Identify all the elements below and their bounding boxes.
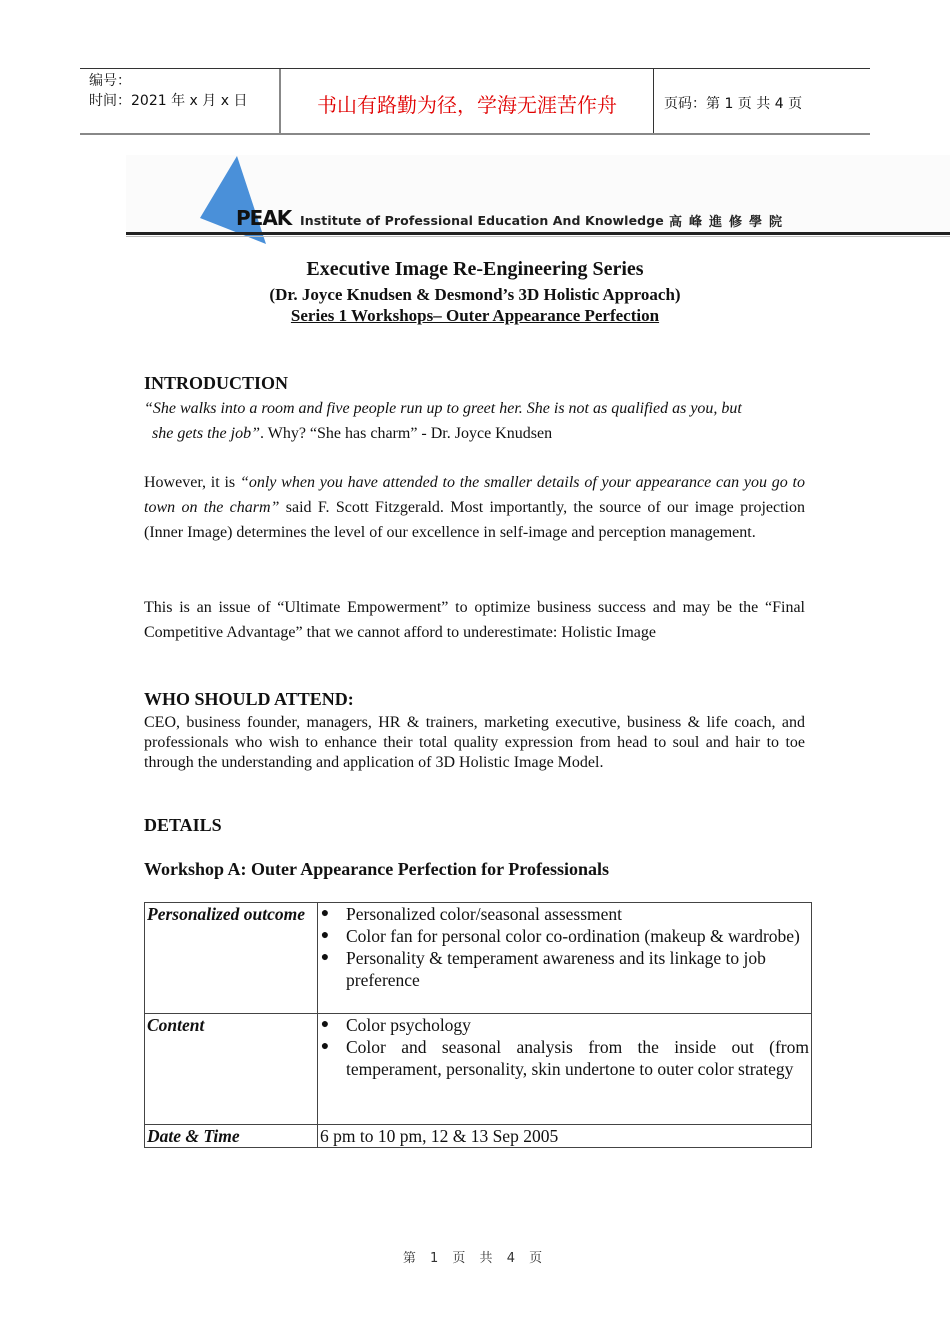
- list-item: [318, 1014, 811, 1036]
- header-meta-cell: [80, 69, 281, 133]
- logo-divider: [126, 232, 950, 235]
- motto-text: 书山有路勤为径，学海无涯苦作舟: [317, 92, 617, 117]
- document-header-table: [80, 68, 870, 135]
- page-info-cell: [654, 69, 870, 133]
- row-content: [318, 903, 812, 1014]
- page-info-text: 页码：第 1 页 共 4 页: [664, 96, 803, 112]
- series-title: Series 1 Workshops– Outer Appearance Perfection: [290, 306, 660, 325]
- list-item: [318, 947, 811, 991]
- para2-rest: said F. Scott Fitzgerald. Most importantly, the source of our image projection (Inner Image) determines the level of our excellence in self-image and perception management.: [144, 499, 805, 541]
- introduction-paragraph-3: This is an issue of “Ultimate Empowerment” to optimize business success and may be the “Final Competitive Advantage” that we cannot afford to underestimate: Holistic Image: [144, 599, 805, 641]
- row-label: Content: [145, 1014, 318, 1125]
- row-content: [318, 1014, 812, 1125]
- item-text: Color fan for personal color co-ordination (makeup & wardrobe): [346, 926, 800, 946]
- introduction-paragraph-2: [144, 470, 805, 545]
- bullet-icon: ●: [320, 1039, 330, 1054]
- list-item: [318, 903, 811, 925]
- para2-lead: However, it is: [144, 474, 240, 491]
- quote-line-1: “She walks into a room and five people run up to greet her. She is not as qualified as you, but: [144, 400, 742, 417]
- who-should-attend-heading: WHO SHOULD ATTEND:: [144, 689, 354, 709]
- details-heading: DETAILS: [144, 815, 222, 835]
- peak-brand: PEAK: [236, 206, 292, 230]
- introduction-quote: [144, 396, 814, 446]
- quote-line-2: she gets the job”: [152, 425, 260, 442]
- row-label: Date & Time: [145, 1125, 318, 1148]
- list-item: [318, 1036, 811, 1080]
- serial-number-label: 编号：: [89, 73, 131, 89]
- who-should-attend-body: CEO, business founder, managers, HR & trainers, marketing executive, business & life coach, and professionals who wish to enhance their total quality expression from head to soul and hair to toe through the understanding and application of 3D Holistic Image Model.: [144, 714, 805, 771]
- institute-name: Institute of Professional Education And Knowledge: [300, 213, 664, 228]
- bullet-icon: ●: [320, 906, 330, 921]
- table-row: [145, 1125, 812, 1148]
- bullet-icon: ●: [320, 1017, 330, 1032]
- motto-cell: [281, 69, 654, 133]
- item-text: Color psychology: [346, 1015, 471, 1035]
- bullet-icon: ●: [320, 928, 330, 943]
- fitzgerald-quote: “only when you have attended to the smaller details of your appearance can you go to town on the charm”: [144, 474, 805, 516]
- date-label: 时间：2021 年 x 月 x 日: [89, 93, 248, 109]
- list-item: [318, 925, 811, 947]
- table-row: [145, 903, 812, 1014]
- institute-name-cn: 高峰進修學院: [669, 215, 790, 230]
- page-footer: 第 1 页 共 4 页: [402, 1251, 548, 1266]
- document-subtitle: (Dr. Joyce Knudsen & Desmond’s 3D Holistic Approach): [269, 285, 681, 304]
- row-label: Personalized outcome: [145, 903, 318, 1014]
- workshop-details-table: [144, 902, 812, 1148]
- introduction-heading: INTRODUCTION: [144, 373, 289, 393]
- row-value: 6 pm to 10 pm, 12 & 13 Sep 2005: [318, 1125, 812, 1148]
- document-title: Executive Image Re-Engineering Series: [306, 258, 644, 280]
- bullet-icon: ●: [320, 950, 330, 965]
- item-text: Personality & temperament awareness and its linkage to job preference: [346, 948, 766, 990]
- workshop-title: Workshop A: Outer Appearance Perfection for Professionals: [144, 859, 609, 879]
- logo-divider-shadow: [126, 236, 950, 237]
- item-text: Personalized color/seasonal assessment: [346, 904, 623, 924]
- table-row: [145, 1014, 812, 1125]
- quote-attribution: . Why? “She has charm” - Dr. Joyce Knudsen: [260, 425, 553, 442]
- item-text: Color and seasonal analysis from the inside out (from temperament, personality, skin undertone to outer color strategy: [346, 1037, 809, 1079]
